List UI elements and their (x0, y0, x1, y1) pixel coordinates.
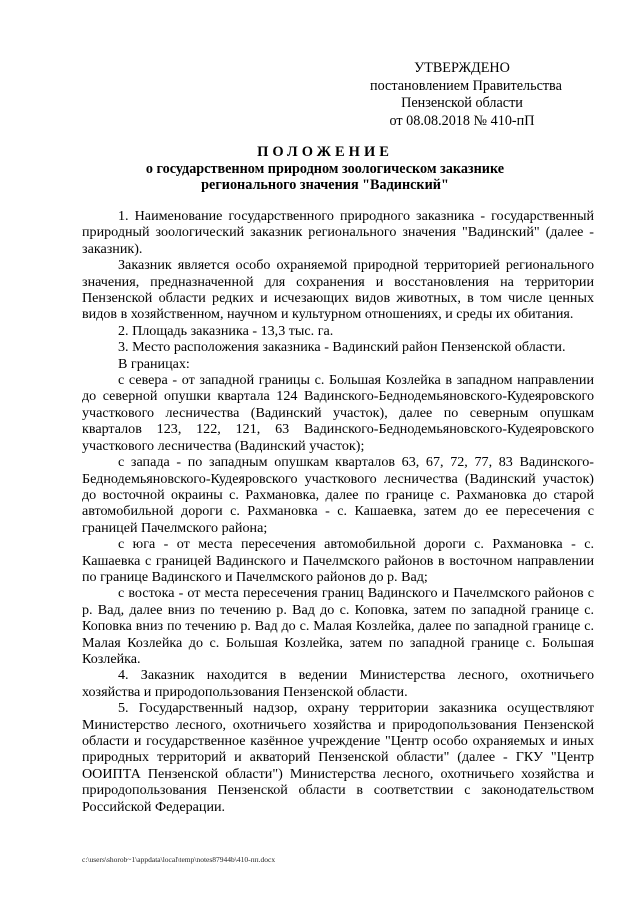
document-heading: ПОЛОЖЕНИЕ (257, 144, 393, 160)
paragraph-purpose: Заказник является особо охраняемой природной территорией регионального значения, предназначенной для сохранения и восстановления на территории Пензенской области редких и исчезающих видов животных, в том числе ценных видов в хозяйственном, научном и культурном отношениях, и среды их обитания. (82, 257, 594, 323)
approval-region-line: Пензенской области (401, 95, 523, 111)
paragraph-location: 3. Место расположения заказника - Вадинский район Пензенской области. (118, 339, 566, 356)
paragraph-management: 4. Заказник находится в ведении Министерства лесного, охотничьего хозяйства и природопользования Пензенской области. (82, 667, 594, 700)
paragraph-boundary-south: с юга - от места пересечения автомобильной дороги с. Рахмановка - с. Кашаевка с границей Вадинского и Пачелмского районов в восточном направлении по границе Вадинского и Пачелмского районов до р. Вад; (82, 536, 594, 585)
approval-title: УТВЕРЖДЕНО (414, 60, 510, 76)
document-subtitle-line-2: регионального значения "Вадинский" (201, 177, 449, 193)
approval-stamp (370, 60, 562, 130)
paragraph-boundary-west: с запада - по западным опушкам кварталов 63, 67, 72, 77, 83 Вадинского-Беднодемьяновского-Кудеяровского участкового лесничества (Вадинский участок) до восточной окраины с. Рахмановка, далее по границе с. Рахмановка до старой автомобильной дороги с. Рахмановка - с. Кашаевка, затем до ее пересечения с границей Пачелмского района; (82, 454, 594, 536)
approval-by-line: постановлением Правительства (370, 77, 562, 94)
paragraph-boundaries-intro: В границах: (118, 355, 190, 372)
approval-date-number: от 08.08.2018 № 410-пП (389, 112, 535, 129)
document-body (82, 208, 594, 815)
document-subtitle-line-1: о государственном природном зоологическом заказнике (145, 160, 505, 177)
file-path-footer: c:\users\shorob~1\appdata\local\temp\notes87944b\410-пп.docx (82, 855, 276, 864)
paragraph-boundary-north: с севера - от западной границы с. Большая Козлейка в западном направлении до северной опушки квартала 124 Вадинского-Беднодемьяновского-Кудеяровского участкового лесничества (Вадинский участок), далее по северным опушкам кварталов 123, 122, 121, 63 Вадинского-Беднодемьяновского-Кудеяровского участкового лесничества (Вадинский участок); (82, 372, 594, 454)
paragraph-supervision: 5. Государственный надзор, охрану территории заказника осуществляют Министерство лесного, охотничьего хозяйства и природопользования Пензенской области и государственное казённое учреждение "Центр особо охраняемых и иных природных территорий и акваторий Пензенской области" (далее - ГКУ "Центр ООИПТА Пензенской области") Министерства лесного, охотничьего хозяйства и природопользования Пензенской области в соответствии с законодательством Российской Федерации. (82, 700, 594, 815)
document-title (90, 144, 560, 194)
paragraph-area: 2. Площадь заказника - 13,3 тыс. га. (118, 322, 334, 339)
paragraph-boundary-east: с востока - от места пересечения границ Вадинского и Пачелмского районов с р. Вад, далее вниз по течению р. Вад до с. Коповка, затем по западной границе с. Коповка вниз по течению р. Вад до с. Малая Козлейка, далее по западной границе с. Малая Козлейка до с. Большая Козлейка, затем по западной границе с. Большая Козлейка. (82, 585, 594, 667)
paragraph-name: 1. Наименование государственного природного заказника - государственный природный зоологический заказник регионального значения "Вадинский" (далее - заказник). (82, 208, 594, 257)
